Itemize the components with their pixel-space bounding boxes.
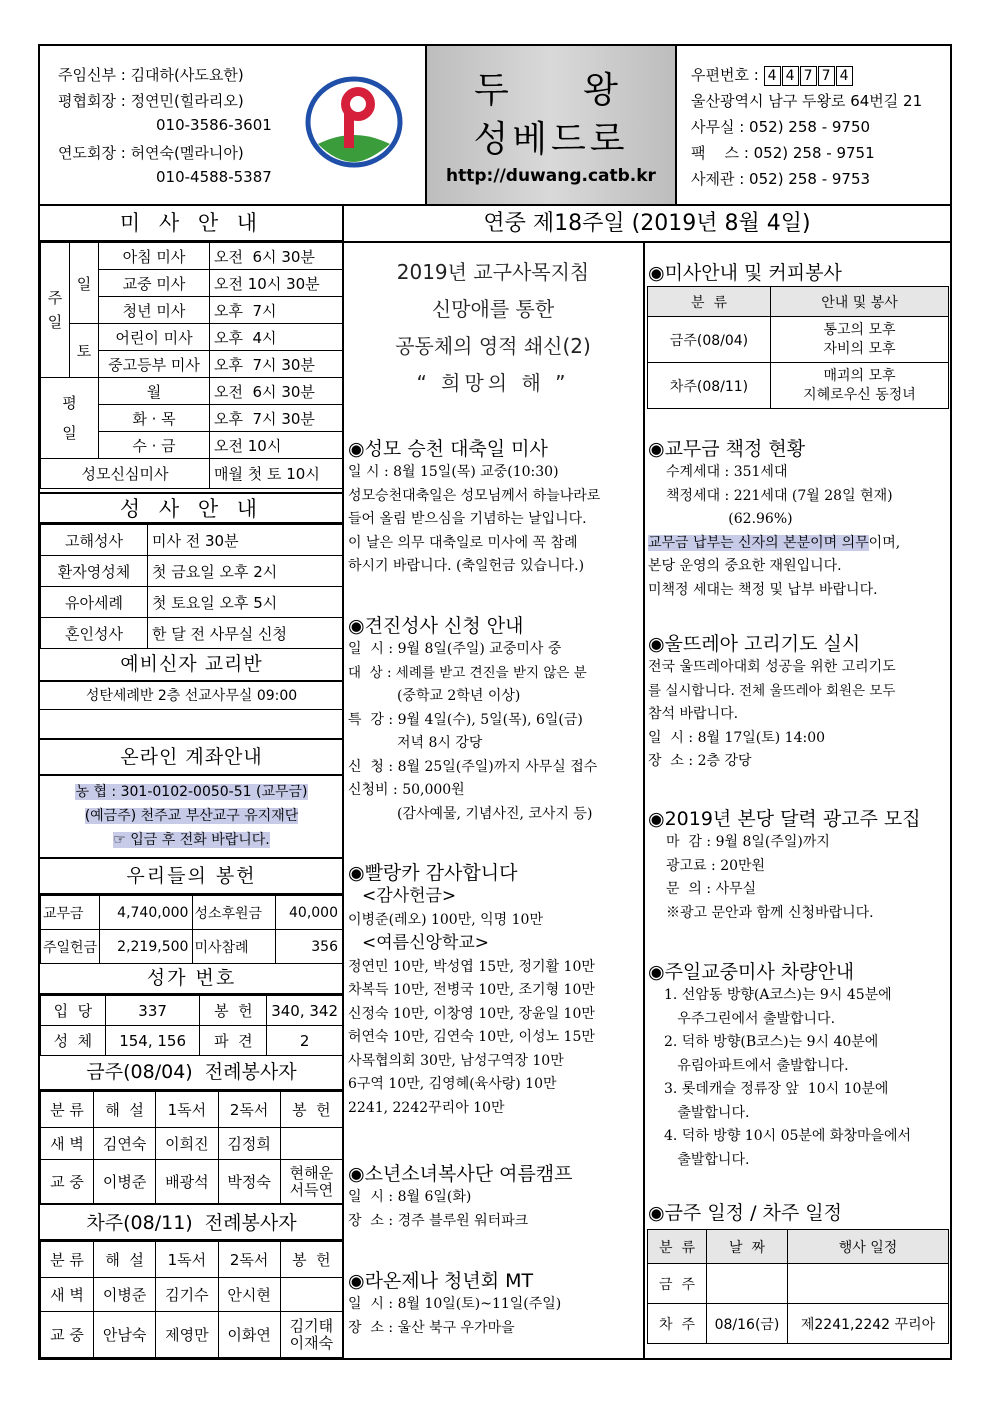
issue-title: 연중 제18주일 (2019년 8월 4일) — [483, 211, 811, 236]
vehicle-notice: ◉주일교중미사 차량안내 1. 선암동 방향(A코스)는 9시 45분에 우주그린에서 출발합니다. 2. 덕하 방향(B코스)는 9시 40분에 유림아파트에서 출발합니다. 3. 롯데캐슬 정류장 앞 10시 10분에 출발합니다. 4. 덕하 방향 10시 05분에 화창마을에서 출발합니다. — [648, 961, 912, 1168]
sacrament-table: 고해성사 미사 전 30분 환자영성체 첫 금요일 오후 2시 유아세례 첫 토요일 오후 5시 혼인성사 한 달 전 사무실 신청 — [40, 524, 343, 649]
header-contacts: 주임신부 : 김대하(사도요한) 평협회장 : 정연민(힐라리오) 010-3586-3601 연도회장 : 허연숙(멜라니아) 010-4588-5387 — [58, 66, 272, 186]
day-to: 토 — [70, 324, 99, 378]
servers-this-title: 금주(08/04) 전례봉사자 — [40, 1055, 343, 1091]
council-phone: 010-3586-3601 — [156, 116, 272, 134]
postal-code — [764, 66, 854, 84]
day-il: 일 — [70, 243, 99, 324]
legion-phone: 010-4588-5387 — [156, 168, 272, 186]
schedule-title: ◉금주 일정 / 차주 일정 — [648, 1202, 842, 1224]
parish-logo — [298, 66, 410, 178]
postal-digit: 7 — [818, 66, 835, 86]
pastoral-guideline: 2019년 교구사목지침 신망애를 통한 공동체의 영적 쇄신(2) “ 희망의 해 ” — [395, 260, 591, 395]
sacrament-title: 성 사 안 내 — [40, 492, 343, 524]
postal-digit: 4 — [782, 66, 799, 86]
weekday-label: 평 일 — [41, 378, 99, 459]
fax: 팩 스 : 052) 258 - 9751 — [691, 144, 875, 162]
header-address: 우편번호 : 4 4 7 7 4 울산광역시 남구 두왕로 64번길 21 사무실 : 052) 258 - 9750 팩 스 : 052) 258 - 9751 사제관 : 052) 258 - 9753 — [691, 66, 923, 188]
servers-next-title: 차주(08/11) 전례봉사자 — [40, 1203, 343, 1241]
parish-url[interactable]: http://duwang.catb.kr — [446, 166, 656, 186]
rectory-phone: 사제관 : 052) 258 - 9753 — [691, 170, 871, 188]
account-note: ☞ 입금 후 전화 바랍니다. — [113, 832, 270, 848]
online-title: 온라인 계좌안내 — [40, 740, 343, 776]
account-holder: (예금주) 천주교 부산교구 유지재단 — [84, 808, 299, 824]
offering-table: 교무금 4,740,000 성소후원금 40,000 주일헌금 2,219,500 미사참례 356 — [40, 895, 343, 964]
confirmation-notice: ◉견진성사 신청 안내 일 시 : 9월 8일(주일) 교중미사 중 대 상 : 세례를 받고 견진을 받지 않은 분 (중학교 2학년 이상) 특 강 : 9월 4일(수), 5일(목), 6일(금) 저녁 8시 강당 신 청 : 8월 25일(주일)까지 사무실 접수 신청비 : 50,000원 (감사예물, 기념사진, 코사지 등) — [348, 615, 598, 822]
online-account — [40, 780, 343, 852]
hymn-title: 성가 번호 — [40, 963, 343, 995]
postal-digit: 4 — [764, 66, 781, 86]
hymn-table: 입 당 337 봉 헌 340, 342 성 체 154, 156 파 견 2 — [40, 995, 343, 1056]
ultreya-notice: ◉울뜨레아 고리기도 실시 전국 울뜨레아대회 성공을 위한 고리기도 를 실시합니다. 전체 울뜨레아 회원은 모두 참석 바랍니다. 일 시 : 8월 17일(토) 14:00 장 소 : 2층 강당 — [648, 633, 896, 769]
servers-next-table: 분 류 해 설 1독서 2독서 봉 헌 새 벽 이병준 김기수 안시현 교 중 안남숙 제영만 이화연 김기태 이재숙 — [40, 1241, 343, 1358]
offering-title: 우리들의 봉헌 — [40, 859, 343, 895]
parish-title — [425, 46, 677, 204]
mass-title: 미 사 안 내 — [40, 206, 343, 242]
camp-notice: ◉소년소녀복사단 여름캠프 일 시 : 8월 6일(화) 장 소 : 경주 블루원 워터파크 — [348, 1163, 573, 1229]
postal-digit: 7 — [800, 66, 817, 86]
calendar-ad-notice: ◉2019년 본당 달력 광고주 모집 마 감 : 9월 8일(주일)까지 광고료 : 20만원 문 의 : 사무실 ※광고 문안과 함께 신청바랍니다. — [648, 808, 921, 921]
catechumen-title: 예비신자 교리반 — [40, 648, 343, 682]
address: 울산광역시 남구 두왕로 64번길 21 — [691, 92, 923, 110]
sacred-heart-mass: 성모신심미사 — [41, 459, 210, 489]
sacred-heart-time: 매월 첫 토 10시 — [210, 459, 343, 489]
sunday-label: 주 일 — [41, 243, 70, 378]
dues-notice: ◉교무금 책정 현황 수계세대 : 351세대 책정세대 : 221세대 (7월 28일 현재) (62.96%) 교무금 납부는 신자의 본분이며 의무이며, 본당 운영의 중요한 재원입니다. 미책정 세대는 책정 및 납부 바랍니다. — [648, 438, 901, 598]
title-line1: 두 왕 — [474, 70, 628, 111]
catechumen-class: 성탄세례반 2층 선교사무실 09:00 — [40, 682, 343, 710]
schedule-table: 분 류 날 짜 행사 일정 금 주 차 주 08/16(금) 제2241,2242 꾸리아 — [647, 1229, 949, 1344]
legion-name: 허연숙(멜라니아) — [130, 144, 244, 162]
pastor-name: 김대하(사도요한) — [130, 66, 244, 84]
office-phone: 사무실 : 052) 258 - 9750 — [691, 118, 871, 136]
council-name: 정연민(힐라리오) — [130, 92, 244, 110]
postal-digit: 4 — [836, 66, 853, 86]
thanks-notice: ◉빨랑카 감사합니다 <감사헌금> 이병준(레오) 100만, 익명 10만 <여름신앙학교> 정연민 10만, 박성엽 15만, 정기활 10만 차복득 10만, 전병국 10만, 조기형 10만 신정숙 10만, 이창영 10만, 장윤일 10만 허연숙 10만, 김연숙 10만, 이성노 15만 사목협의회 30만, 남성구역장 10만 6구역 10만, 김영혜(육사랑) 10만 2241, 2242꾸리아 10만 — [348, 862, 595, 1116]
mass-table: 주 일 일 아침 미사 오전 6시 30분 교중 미사 오전 10시 30분 청년 미사 오후 7시 토 어린이 미사 오후 4시 중고등부 미사 오후 7시 30분 평 일 월 오전 6시 30분 화 · 목 오후 7시 30분 수 · 금 오전 10시 성모신심미사 매월 첫 토 10시 — [40, 242, 343, 489]
servers-this-table: 분 류 해 설 1독서 2독서 봉 헌 새 벽 김연숙 이희진 김정희 교 중 이병준 배광석 박정숙 현해운 서득연 — [40, 1091, 343, 1204]
mt-notice: ◉라온제나 청년회 MT 일 시 : 8월 10일(토)~11일(주일) 장 소 : 울산 북구 우가마을 — [348, 1270, 562, 1336]
account-number: 농 협 : 301-0102-0050-51 (교무금) — [75, 784, 308, 800]
title-line2: 성베드로 — [473, 119, 629, 160]
assumption-notice: ◉성모 승천 대축일 미사 일 시 : 8월 15일(목) 교중(10:30) 성모승천대축일은 성모님께서 하늘나라로 들어 올림 받으심을 기념하는 날입니다. 이 날은 의무 대축일로 미사에 꼭 참례 하시기 바랍니다. (축일헌금 있습니다.) — [348, 438, 601, 574]
coffee-title: ◉미사안내 및 커피봉사 — [648, 262, 842, 284]
coffee-table: 분 류 안내 및 봉사 금주(08/04) 통고의 모후 자비의 모후 차주(08/11) 매괴의 모후 지혜로우신 동정녀 — [647, 286, 949, 409]
